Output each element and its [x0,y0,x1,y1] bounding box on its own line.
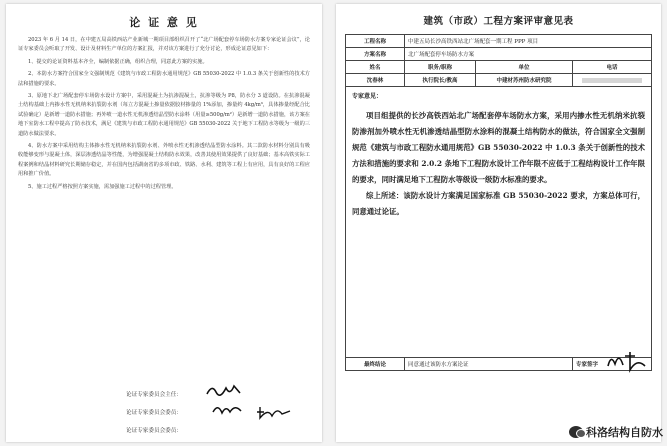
opinion-cell [346,87,652,358]
handwritten-signature [204,380,244,400]
person-name: 沈春林 [346,74,405,87]
sign-line-chair: 论证专家委员会主任： [126,392,182,398]
signature-cell [573,358,652,371]
scheme-value: 北广场配套停车场防水方案 [405,48,652,61]
signature-label: 专家签字 [576,362,599,368]
header-phone: 电话 [573,61,652,74]
left-paragraph: 3、原地下北广场配套停车场防水设计方案中，采用混凝土为抗渗混凝土，抗渗等级为 P8，防水分 3 道设防。在抗渗混凝土结构基础上内掺水性无机纳米抗裂防水剂（每立方混凝土掺量依据胶材掺量的 1%添加，掺量约 4kg/m³，具体掺量经配合比试验确定）是新增一道防水措施；再外喷一道水性无机渗透结晶型防水涂料（用量≥500g/m²）是新增一道防水措施，该方案在地下室防水工程中提高了防水技术，满足《建筑与市政工程防水通用规范》GB 55030-2022 关于地下工程防水等级为一级的三道防水做法要求。 [18,93,310,137]
conclusion-value: 同意通过该防水方案论证 [405,358,573,371]
conclusion-label: 最终结论 [346,358,405,371]
opinion-heading: 专家意见： [352,93,383,100]
handwritten-signature [211,400,245,420]
left-paragraph: 2、本防水方案符合国家全文强制规范《建筑与市政工程防水通用规范》GB 55030-2022 中 1.0.3 条关于创新性的技术方法和措施的要求。 [18,71,310,87]
review-form-table [345,34,652,371]
person-unit: 中建材苏州防水研究院 [476,74,573,87]
opinion-body [352,108,645,220]
left-paragraph: 2023 年 6 月 14 日，在中建五局高铁西站产业新城一期项目部组织召开了“北广场配套停车场防水方案专家论证会议”，论证专家委员会听取了开发、设计及材料生产单位的方案汇报，并对该方案进行了充分讨论，形成论证意见如下： [18,37,310,53]
wechat-icon [569,426,583,438]
sign-line-member: 论证专家委员会委员： [126,410,182,416]
handwritten-signature [254,402,294,422]
left-page-title: 论 证 意 见 [129,16,199,29]
header-name: 姓名 [346,61,405,74]
left-body [6,30,322,192]
opinion-paragraph: 项目组提供的长沙高铁西站北广场配套停车场防水方案，采用内掺水性无机纳米抗裂防渗剂加外喷水性无机渗透结晶型防水涂料的混凝土结构防水的做法，符合国家全文强制规范《建筑与市政工程防水通用规范》GB 55030-2022 中 1.0.3 条关于创新性的技术方法和措施的要求和 2.0.2 条地下工程防水设计工作年限不应低于工程结构设计工作年限的要求，同时满足地下工程防水等级设一级防水标准的要求。 [352,111,645,184]
right-page-form [336,4,661,442]
left-paragraph: 4、防水方案中采用结构主体掺水性无机纳米抗裂防水剂、外喷水性无机渗透结晶型防水涂料。其二款防水材料分别具有吸收能够变形与混凝土体，深层渗透结晶等性能，为增强混凝土结构防水效果，改善其使用效果提供了良好基础；基本高铁实际工程案例和结晶材料研究长期储存稳定，并在国内包括湖南省的多项市政、铁路、水利、建筑等工程上有应用，具有良好的工程应用和推广价值。 [18,143,310,178]
sign-line-member: 论证专家委员会委员： [126,428,182,434]
left-paragraph: 5、施工过程严格按照方案实施，需加强施工过程中的过程管理。 [28,183,177,190]
form-title: 建筑（市政）工程方案评审意见表 [423,16,574,27]
left-page-document [6,4,322,442]
redaction-block [582,78,642,83]
person-phone-redacted [573,74,652,87]
header-unit: 单位 [476,61,573,74]
left-paragraph: 1、提交的论证资料基本齐全，编制依据正确，组织合理，同意此方案的实施。 [28,58,208,65]
handwritten-signature-shen [605,350,649,374]
header-title: 职务/职称 [405,61,476,74]
person-title: 执行院长/教高 [405,74,476,87]
watermark [569,424,663,440]
scheme-label: 方案名称 [346,48,405,61]
watermark-text: 科洛结构自防水 [586,426,663,439]
project-label: 工程名称 [346,35,405,48]
opinion-paragraph: 综上所述：该防水设计方案满足国家标准 GB 55030-2022 要求，方案总体可行，同意通过论证。 [352,191,645,216]
project-value: 中建五局长沙高铁西站北广场配套一期工程 PPP 项目 [405,35,652,48]
